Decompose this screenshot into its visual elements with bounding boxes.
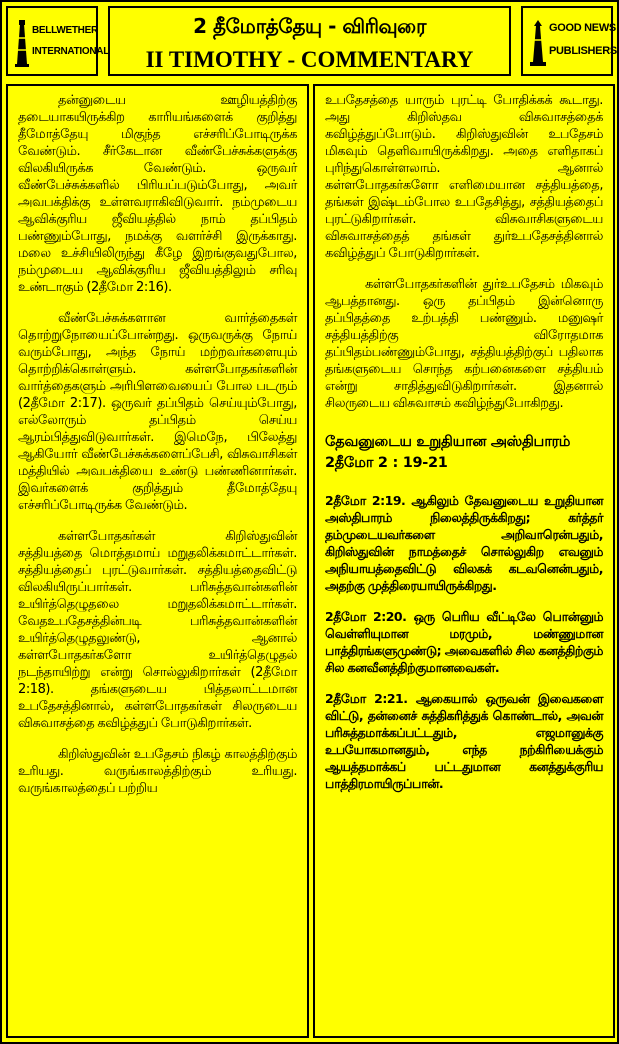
page-title-tamil: 2 தீமோத்தேயு - விரிவுரை xyxy=(193,14,426,38)
verse-paragraph xyxy=(325,690,603,792)
header xyxy=(2,2,617,80)
verse-ref: 2தீமோ 2:20. xyxy=(325,609,407,624)
logo-line1: GOOD NEWS xyxy=(549,22,616,34)
verse-ref: 2தீமோ 2:21. xyxy=(325,691,408,706)
bellwether-logo-text xyxy=(32,24,109,58)
paragraph: தன்னுடைய ஊழியத்திற்கு தடையாகயிருக்கிற காரியங்களைக் குறித்து தீமோத்தேயு மிகுந்த எச்சரிப்போடிருக்க வேண்டும். சீர்கேடான வீண்பேச்சுக்களுக்கு விலகியிருக்க வேண்டும். ஒருவர் வீண்பேச்சுக்களில் பிரியப்படும்போது, அவர் அவபக்திக்கு உள்ளவராகிவிடுவார். நம்முடைய ஆவிக்குரிய ஜீவியத்தில் நாம் தப்பிதம் பண்ணும்போது, நமக்கு வளர்ச்சி இருக்காது. மலை உச்சியிலிருந்து கீழே இறங்குவதுபோல, நம்முடைய ஆவிக்குரிய ஜீவியத்திலும் சரிவு உண்டாகும் (2தீமோ 2:16). xyxy=(18,93,297,295)
page-title-english: II TIMOTHY - COMMENTARY xyxy=(145,47,474,72)
verse-ref: 2தீமோ 2:19. xyxy=(325,493,406,508)
paragraph: கள்ளபோதகர்களின் துர்உபதேசம் மிகவும் ஆபத்தானது. ஒரு தப்பிதம் இன்னொரு தப்பிதத்தை உற்பத்தி பண்ணும். மனுஷர் சத்தியத்திற்கு விரோதமாக தப்பிதம்பண்ணும்போது, சத்தியத்திற்குப் பதிலாக தங்களுடைய சொந்த கற்பனைகளை சத்தியம் என்று சாதித்துவிடுகிறார்கள். இதனால் சிலருடைய விசுவாசம் கவிழ்ந்துபோகிறது. xyxy=(325,277,603,411)
logo-line2: PUBLISHERS xyxy=(549,45,617,57)
paragraph: கள்ளபோதகர்கள் கிறிஸ்துவின் சத்தியத்தை மொத்தமாய் மறுதலிக்கமாட்டார்கள். சத்தியத்தைப் புரட்டுவார்கள். சத்தியத்தைவிட்டு விலகியிருப்பார்கள். பரிசுத்தவான்களின் உயிர்த்தெழுதலை மறுதலிக்கமாட்டார்கள். வேதஉபதேசத்தின்படி பரிசுத்தவான்களின் உயிர்த்தெழுதலுண்டு, ஆனால் கள்ளபோதகர்களோ உயிர்த்தெழுதல் நடந்தாயிற்று என்று சொல்லுகிறார்கள் (2தீமோ 2:18). தங்களுடைய பித்தலாட்டமான உபதேசத்தினால், கள்ளபோதகர்கள் சிலருடைய விசுவாசத்தை கவிழ்த்துப் போடுகிறார்கள். xyxy=(18,529,297,731)
good-news-logo xyxy=(521,6,617,76)
paragraph: வீண்பேச்சுக்களான வார்த்தைகள் தொற்றுநோயைப்போன்றது. ஒருவருக்கு நோய் வரும்போது, அந்த நோய் மற்றவர்களையும் தொற்றிக்கொள்ளும். கள்ளபோதகர்களின் வார்த்தைகளும் அரிபிளவையைப் போல படரும் (2தீமோ 2:17). ஒருவர் தப்பிதம் செய்யும்போது, எல்லோரும் தப்பிதம் செய்ய ஆரம்பித்துவிடுவார்கள். இமெநே, பிலேத்து ஆகியோர் வீண்பேச்சுக்களைப்பேசி, விசுவாசிகள் மத்தியில் அவபக்தியை உண்டு பண்ணினார்கள். இவர்களைக் குறித்தும் தீமோத்தேயு எச்சரிப்போடிருக்க வேண்டும். xyxy=(18,311,297,513)
logo-line1: BELLWETHER xyxy=(32,25,98,36)
section-heading: தேவனுடைய உறுதியான அஸ்திபாரம் 2தீமோ 2 : 19-21 xyxy=(325,434,571,471)
right-column xyxy=(313,84,615,1038)
paragraph: கிறிஸ்துவின் உபதேசம் நிகழ் காலத்திற்கும் உரியது. வருங்காலத்திற்கும் உரியது. வருங்காலத்தைப் பற்றிய xyxy=(18,747,297,796)
good-news-logo-text xyxy=(549,22,617,58)
lighthouse-icon xyxy=(14,18,30,68)
verse-paragraph xyxy=(325,608,603,676)
verse-text: ஆகிலும் தேவனுடைய உறுதியான அஸ்திபாரம் நிலைத்திருக்கிறது; கர்த்தர் தம்முடையவர்களை அறிவாரென்பதும், கிறிஸ்துவின் நாமத்தைச் சொல்லுகிற எவனும் அநியாயத்தைவிட்டு விலகக் கடவனென்பதும், அதற்கு முத்திரையாயிருக்கிறது. xyxy=(325,493,603,593)
logo-line2: INTERNATIONAL xyxy=(32,46,110,57)
title-box xyxy=(108,6,511,76)
paragraph: உபதேசத்தை யாரும் புரட்டி போதிக்கக் கூடாது. அது கிறிஸ்தவ விசுவாசத்தைக் கவிழ்த்துப்போடும். கிறிஸ்துவின் உபதேசம் மிகவும் தெளிவாயிருக்கிறது. அதை எளிதாகப் புரிந்துகொள்ளலாம். ஆனால் கள்ளபோதகர்களோ எளிமையான சத்தியத்தை, தங்கள் இஷ்டம்போல உபதேசித்து, சத்தியத்தைப் புரட்டுகிறார்கள். விசுவாசிகளுடைய விசுவாசத்தைத் தங்கள் துர்உபதேசத்தினால் கவிழ்த்துப் போடுகிறார்கள். xyxy=(325,93,603,261)
lighthouse-icon xyxy=(529,18,547,68)
bellwether-logo xyxy=(6,6,110,76)
verse-paragraph xyxy=(325,492,603,594)
verse-text: ஒரு பெரிய வீட்டிலே பொன்னும் வெள்ளியுமான மரமும், மண்ணுமான பாத்திரங்களுமுண்டு; அவைகளில் சில கனத்திற்கும் சில கனவீனத்திற்குமானவைகள். xyxy=(325,609,604,675)
left-column xyxy=(6,84,309,1038)
verse-text: ஆகையால் ஒருவன் இவைகளை விட்டு, தன்னைச் சுத்திகரித்துக் கொண்டால், அவன் பரிசுத்தமாக்கப்பட்டதும், எஜமானுக்கு உபயோகமானதும், எந்த நற்கிரியைக்கும் ஆயத்தமாக்கப் பட்டதுமான கனத்துக்குரிய பாத்திரமாயிருப்பான். xyxy=(325,691,604,791)
